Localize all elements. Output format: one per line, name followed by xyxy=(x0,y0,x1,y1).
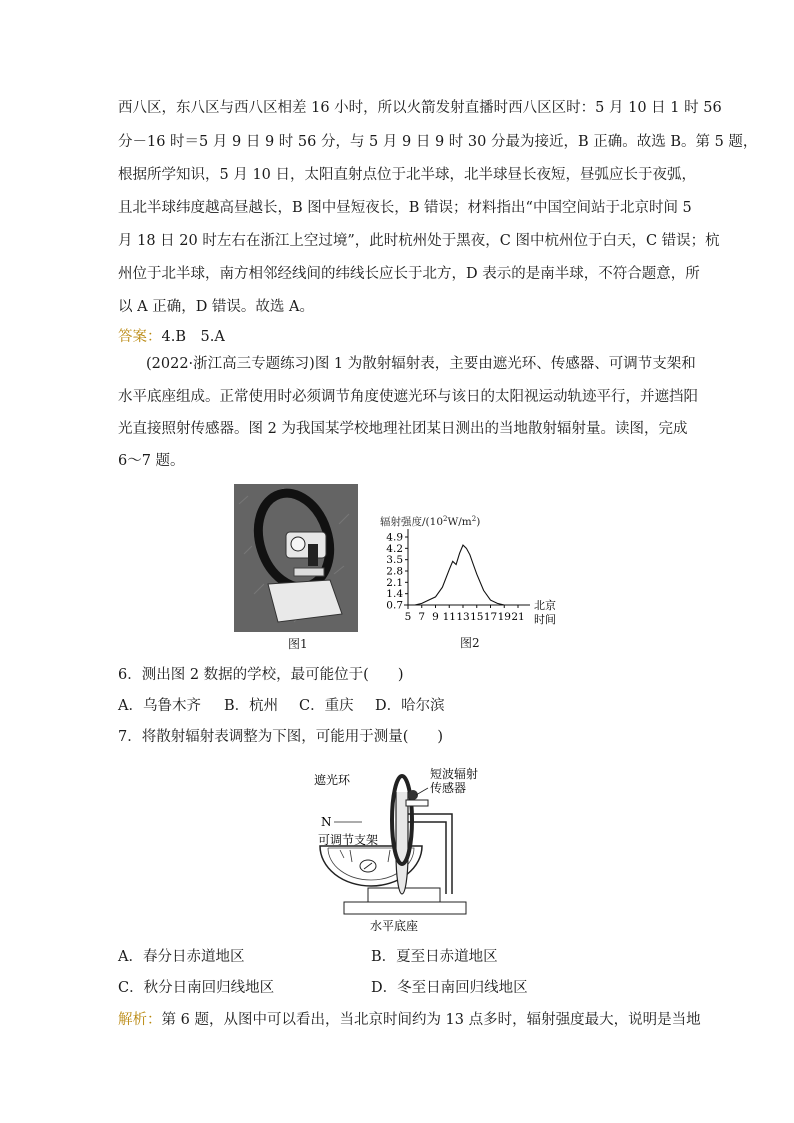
chart-x-tick-label: 21 xyxy=(511,611,525,623)
diagram-label-base: 水平底座 xyxy=(370,919,419,933)
diagram-label-ring: 遮光环 xyxy=(314,773,351,787)
figure-1-caption: 图1 xyxy=(288,637,308,651)
chart-x-tick-label: 13 xyxy=(456,611,470,623)
diagram-ring xyxy=(396,792,408,894)
figure-1 xyxy=(234,484,358,632)
chart-x-tick-label: 19 xyxy=(497,611,511,623)
chart-y-tick-label: 3.5 xyxy=(386,554,403,567)
q6-option-a: A．乌鲁木齐 xyxy=(118,698,201,714)
analysis-prev-line-7: 以 A 正确，D 错误。故选 A。 xyxy=(118,299,315,315)
q7-option-b: B．夏至日赤道地区 xyxy=(371,949,498,965)
diagram-label-bracket: 可调节支架 xyxy=(318,833,379,847)
analysis-prev-line-1: 西八区，东八区与西八区相差 16 小时，所以火箭发射直播时西八区区时：5 月 10 日 1 时 56 xyxy=(118,100,722,116)
q7-option-a: A．春分日赤道地区 xyxy=(118,949,245,965)
chart-x-tick-label: 9 xyxy=(432,611,439,623)
chart-x-ticks xyxy=(405,605,525,623)
chart-series-line xyxy=(415,545,504,605)
chart-ylabel: 辐射强度$/(10^2W/m^2)$ xyxy=(380,515,481,528)
q7-diagram xyxy=(310,758,495,936)
q7-stem: 7．将散射辐射表调整为下图，可能用于测量( ) xyxy=(118,729,444,745)
chart-x-tick-label: 11 xyxy=(442,611,456,623)
analysis-prev-line-4: 且北半球纬度越高昼越长，B 图中昼短夜长，B 错误；材料指出“中国空间站于北京时间 5 xyxy=(118,200,692,216)
chart-ylabel-sup2: 2 xyxy=(471,515,477,523)
chart-y-tick-label: 4.2 xyxy=(386,542,403,555)
adjusted-meter-diagram xyxy=(310,758,495,936)
chart-x-tick-label: 7 xyxy=(418,611,426,623)
q6-stem: 6．测出图 2 数据的学校，最可能位于( ) xyxy=(118,667,404,683)
answer-line xyxy=(118,328,225,346)
analysis-next-line xyxy=(118,1011,701,1029)
radiation-meter-photo xyxy=(234,484,358,632)
analysis-next-text: 第 6 题，从图中可以看出，当北京时间约为 13 点多时，辐射强度最大，说明是当地 xyxy=(161,1012,701,1028)
analysis-prev-line-3: 根据所学知识，5 月 10 日，太阳直射点位于北半球，北半球昼长夜短，昼弧应长于夜弧， xyxy=(118,167,696,183)
diagram-label-north: N xyxy=(321,815,332,829)
q7-option-c: C．秋分日南回归线地区 xyxy=(118,980,275,996)
radiation-chart xyxy=(374,513,574,633)
q7-option-d: D．冬至日南回归线地区 xyxy=(371,980,528,996)
chart-xlabel-line2: 时间 xyxy=(534,613,556,626)
answer-text: 4.B 5.A xyxy=(161,329,225,345)
analysis-next-label: 解析： xyxy=(118,1012,162,1028)
figure-2-caption: 图2 xyxy=(460,636,480,650)
chart-x-tick-label: 5 xyxy=(404,611,412,623)
chart-y-tick-label: 4.9 xyxy=(386,531,403,544)
chart-xlabel-line1: 北京 xyxy=(534,599,556,612)
intro-line-2: 水平底座组成。正常使用时必须调节角度使遮光环与该日的太阳视运动轨迹平行，并遮挡阳 xyxy=(118,389,698,405)
analysis-prev-line-5: 月 18 日 20 时左右在浙江上空过境”，此时杭州处于黑夜，C 图中杭州位于白天，C 错误；杭 xyxy=(118,233,720,249)
intro-line-3: 光直接照射传感器。图 2 为我国某学校地理社团某日测出的当地散射辐射量。读图，完成 xyxy=(118,421,688,437)
analysis-prev-line-2: 分－16 时＝5 月 9 日 9 时 56 分，与 5 月 9 日 9 时 30 分最为接近，B 正确。故选 B。第 5 题， xyxy=(118,134,758,150)
intro-line-4: 6～7 题。 xyxy=(118,453,185,469)
intro-line-1: (2022·浙江高三专题练习)图 1 为散射辐射表，主要由遮光环、传感器、可调节支架和 xyxy=(146,356,696,372)
chart-y-ticks xyxy=(386,532,408,612)
diagram-base xyxy=(344,902,466,914)
analysis-prev-line-6: 州位于北半球，南方相邻经线间的纬线长应长于北方，D 表示的是南半球，不符合题意，所 xyxy=(118,266,700,282)
answer-label: 答案： xyxy=(118,329,162,345)
chart-x-tick-label: 17 xyxy=(483,611,498,623)
figure-2 xyxy=(374,513,574,633)
diagram-label-sensor-2: 传感器 xyxy=(430,781,467,795)
chart-ylabel-sup: 2 xyxy=(443,515,448,523)
chart-x-tick-label: 15 xyxy=(470,611,484,623)
chart-y-tick-label: 0.7 xyxy=(386,599,403,612)
chart-y-tick-label: 1.4 xyxy=(386,588,403,601)
q6-option-d: D．哈尔滨 xyxy=(375,698,445,714)
chart-y-tick-label: 2.1 xyxy=(386,576,403,589)
q6-option-b: B．杭州 xyxy=(224,698,279,714)
chart-axes xyxy=(404,529,530,609)
chart-y-tick-label: 2.8 xyxy=(386,565,403,578)
q6-option-c: C．重庆 xyxy=(299,698,354,714)
diagram-label-sensor-1: 短波辐射 xyxy=(430,767,479,781)
